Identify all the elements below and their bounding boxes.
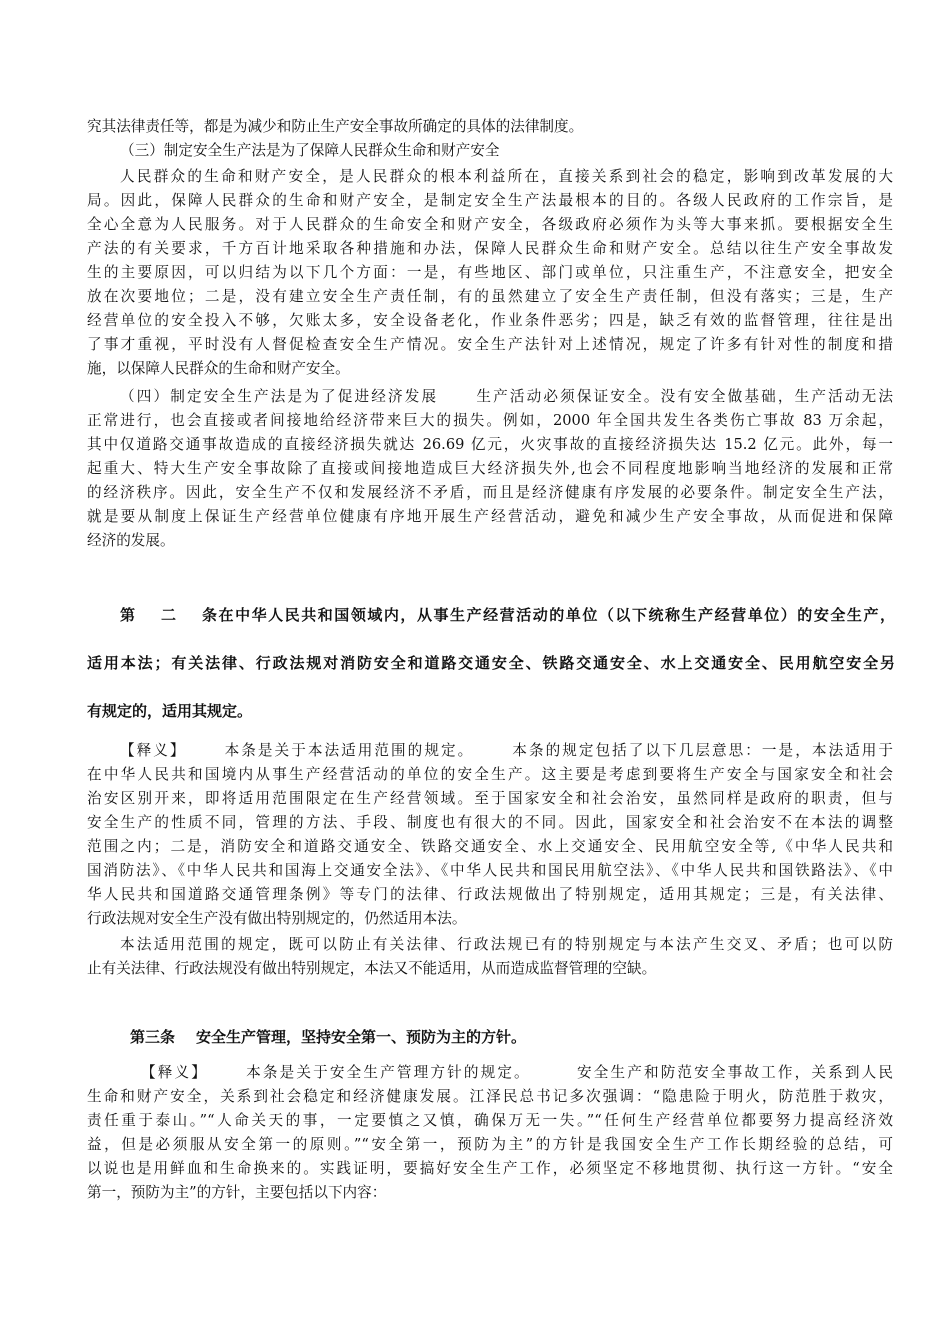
paragraph-line: 起重大、特大生产安全事故除了直接或间接地造成巨大经济损失外,也会不同程度地影响当地经济的发展和正常 [87, 460, 893, 477]
paragraph-line: 经济的发展。 [87, 532, 175, 549]
section-heading: （三）制定安全生产法是为了保障人民群众生命和财产安全 [120, 142, 500, 159]
interpretation-line: 本法适用范围的规定，既可以防止有关法律、行政法规已有的特别规定与本法产生交叉、矛盾；也可以防 [120, 936, 893, 953]
interpretation-line: 益，但是必须服从安全第一的原则。”“安全第一，预防为主”的方针是我国安全生产工作长期经验的总结，可 [87, 1136, 893, 1153]
paragraph-line: 就是要从制度上保证生产经营单位健康有序地开展生产经营活动，避免和减少生产安全事故，从而促进和保障 [87, 508, 893, 525]
interpretation-line: 在中华人民共和国境内从事生产经营活动的单位的安全生产。这主要是考虑到要将生产安全与国家安全和社会 [87, 766, 893, 783]
interpretation-line: 行政法规对安全生产没有做出特别规定的，仍然适用本法。 [87, 910, 467, 927]
paragraph-line: 施，以保障人民群众的生命和财产安全。 [87, 360, 350, 377]
article-text: 在中华人民共和国领域内，从事生产经营活动的单位（以下统称生产经营单位）的安全生产， [217, 606, 895, 624]
interpretation-line: 生命和财产安全，关系到社会稳定和经济健康发展。江泽民总书记多次强调：“隐患险于明火，防范胜于救灾， [87, 1088, 893, 1105]
interpretation-intro: 本条是关于本法适用范围的规定。 [222, 742, 475, 759]
interpretation-line: 华人民共和国道路交通管理条例》等专门的法律、行政法规做出了特别规定，适用其规定；三是，有关法律、 [87, 886, 893, 903]
interpretation-label: 【释义】 [141, 1064, 208, 1081]
interpretation-line: 国消防法》、《中华人民共和国海上交通安全法》、《中华人民共和国民用航空法》、《中华人民共和国铁路法》、《中 [87, 862, 893, 879]
article-2-line: 适用本法；有关法律、行政法规对消防安全和道路交通安全、铁路交通安全、水上交通安全、民用航空安全另 [87, 654, 895, 672]
paragraph-line: 生的主要原因，可以归结为以下几个方面：一是，有些地区、部门或单位，只注重生产，不注意安全，把安全 [87, 264, 893, 281]
interpretation-label: 【释义】 [120, 742, 187, 759]
paragraph-line: 产法的有关要求，千方百计地采取各种措施和办法，保障人民群众生命和财产安全。总结以往生产安全事故发 [87, 240, 893, 257]
paragraph-text: 生产活动必须保证安全。没有安全做基础，生产活动无法 [474, 388, 893, 405]
paragraph-line [120, 386, 893, 408]
paragraph-line: 的经济秩序。因此，安全生产不仅和发展经济不矛盾，而且是经济健康有序发展的必要条件。制定安全生产法， [87, 484, 893, 501]
interpretation-line: 范围之内；二是，消防安全和道路交通安全、铁路交通安全、水上交通安全、民用航空安全等,《中华人民共和 [87, 838, 893, 855]
interpretation-line: 安全生产的性质不同，管理的方法、手段、制度也有很大的不同。因此，国家安全和社会治安不在本法的调整 [87, 814, 893, 831]
paragraph-line: 人民群众的生命和财产安全，是人民群众的根本利益所在，直接关系到社会的稳定，影响到改革发展的大 [120, 168, 893, 185]
interpretation-line [120, 740, 893, 762]
paragraph-line: 正常进行，也会直接或者间接地给经济带来巨大的损失。例如，2000 年全国共发生各类伤亡事故 83 万余起， [87, 412, 893, 429]
interpretation-line: 治安区别开来，即将适用范围限定在生产经营领域。至于国家安全和社会治安，虽然同样是政府的职责，但与 [87, 790, 893, 807]
interpretation-line: 以说也是用鲜血和生命换来的。实践证明，要搞好安全生产工作，必须坚定不移地贯彻、执行这一方针。“安全 [87, 1160, 893, 1177]
article-number: 第三条 [130, 1028, 176, 1046]
paragraph-line: 其中仅道路交通事故造成的直接经济损失就达 26.69 亿元，火灾事故的直接经济损失达 15.2 亿元。此外，每一 [87, 436, 893, 453]
paragraph-line: 了事才重视，平时没有人督促检查安全生产情况。安全生产法针对上述情况，规定了许多有针对性的制度和措 [87, 336, 893, 353]
paragraph-line: 经营单位的安全投入不够，欠账太多，安全设备老化，作业条件恶劣；四是，缺乏有效的监督管理，往往是出 [87, 312, 893, 329]
interpretation-line: 止有关法律、行政法规没有做出特别规定，本法又不能适用，从而造成监督管理的空缺。 [87, 960, 657, 977]
article-2-line [87, 603, 895, 627]
article-2-line: 有规定的，适用其规定。 [87, 702, 253, 720]
article-text: 安全生产管理，坚持安全第一、预防为主的方针。 [196, 1028, 527, 1046]
paragraph-text: 安全生产和防范安全事故工作，关系到人民 [574, 1064, 893, 1081]
paragraph-text: 本条的规定包括了以下几层意思：一是，本法适用于 [510, 742, 893, 759]
interpretation-intro: 本条是关于安全生产管理方针的规定。 [243, 1064, 531, 1081]
interpretation-line: 第一，预防为主”的方针，主要包括以下内容： [87, 1184, 387, 1201]
section-heading: （四）制定安全生产法是为了促进经济发展 [120, 388, 439, 405]
interpretation-line: 责任重于泰山。”“人命关天的事，一定要慎之又慎，确保万无一失。”“任何生产经营单位都要努力提高经济效 [87, 1112, 893, 1129]
paragraph-line: 全心全意为人民服务。对于人民群众的生命安全和财产安全，各级政府必须作为头等大事来抓。要根据安全生 [87, 216, 893, 233]
paragraph-line: 局。因此，保障人民群众的生命和财产安全，是制定安全生产法最根本的目的。各级人民政府的工作宗旨，是 [87, 192, 893, 209]
article-number: 第二条 [120, 606, 217, 624]
paragraph-line: 放在次要地位；二是，没有建立安全生产责任制，有的虽然建立了安全生产责任制，但没有落实；三是，生产 [87, 288, 893, 305]
article-3-line [130, 1025, 526, 1049]
paragraph-line: 究其法律责任等，都是为减少和防止生产安全事故所确定的具体的法律制度。 [87, 118, 584, 135]
interpretation-line [141, 1062, 893, 1084]
